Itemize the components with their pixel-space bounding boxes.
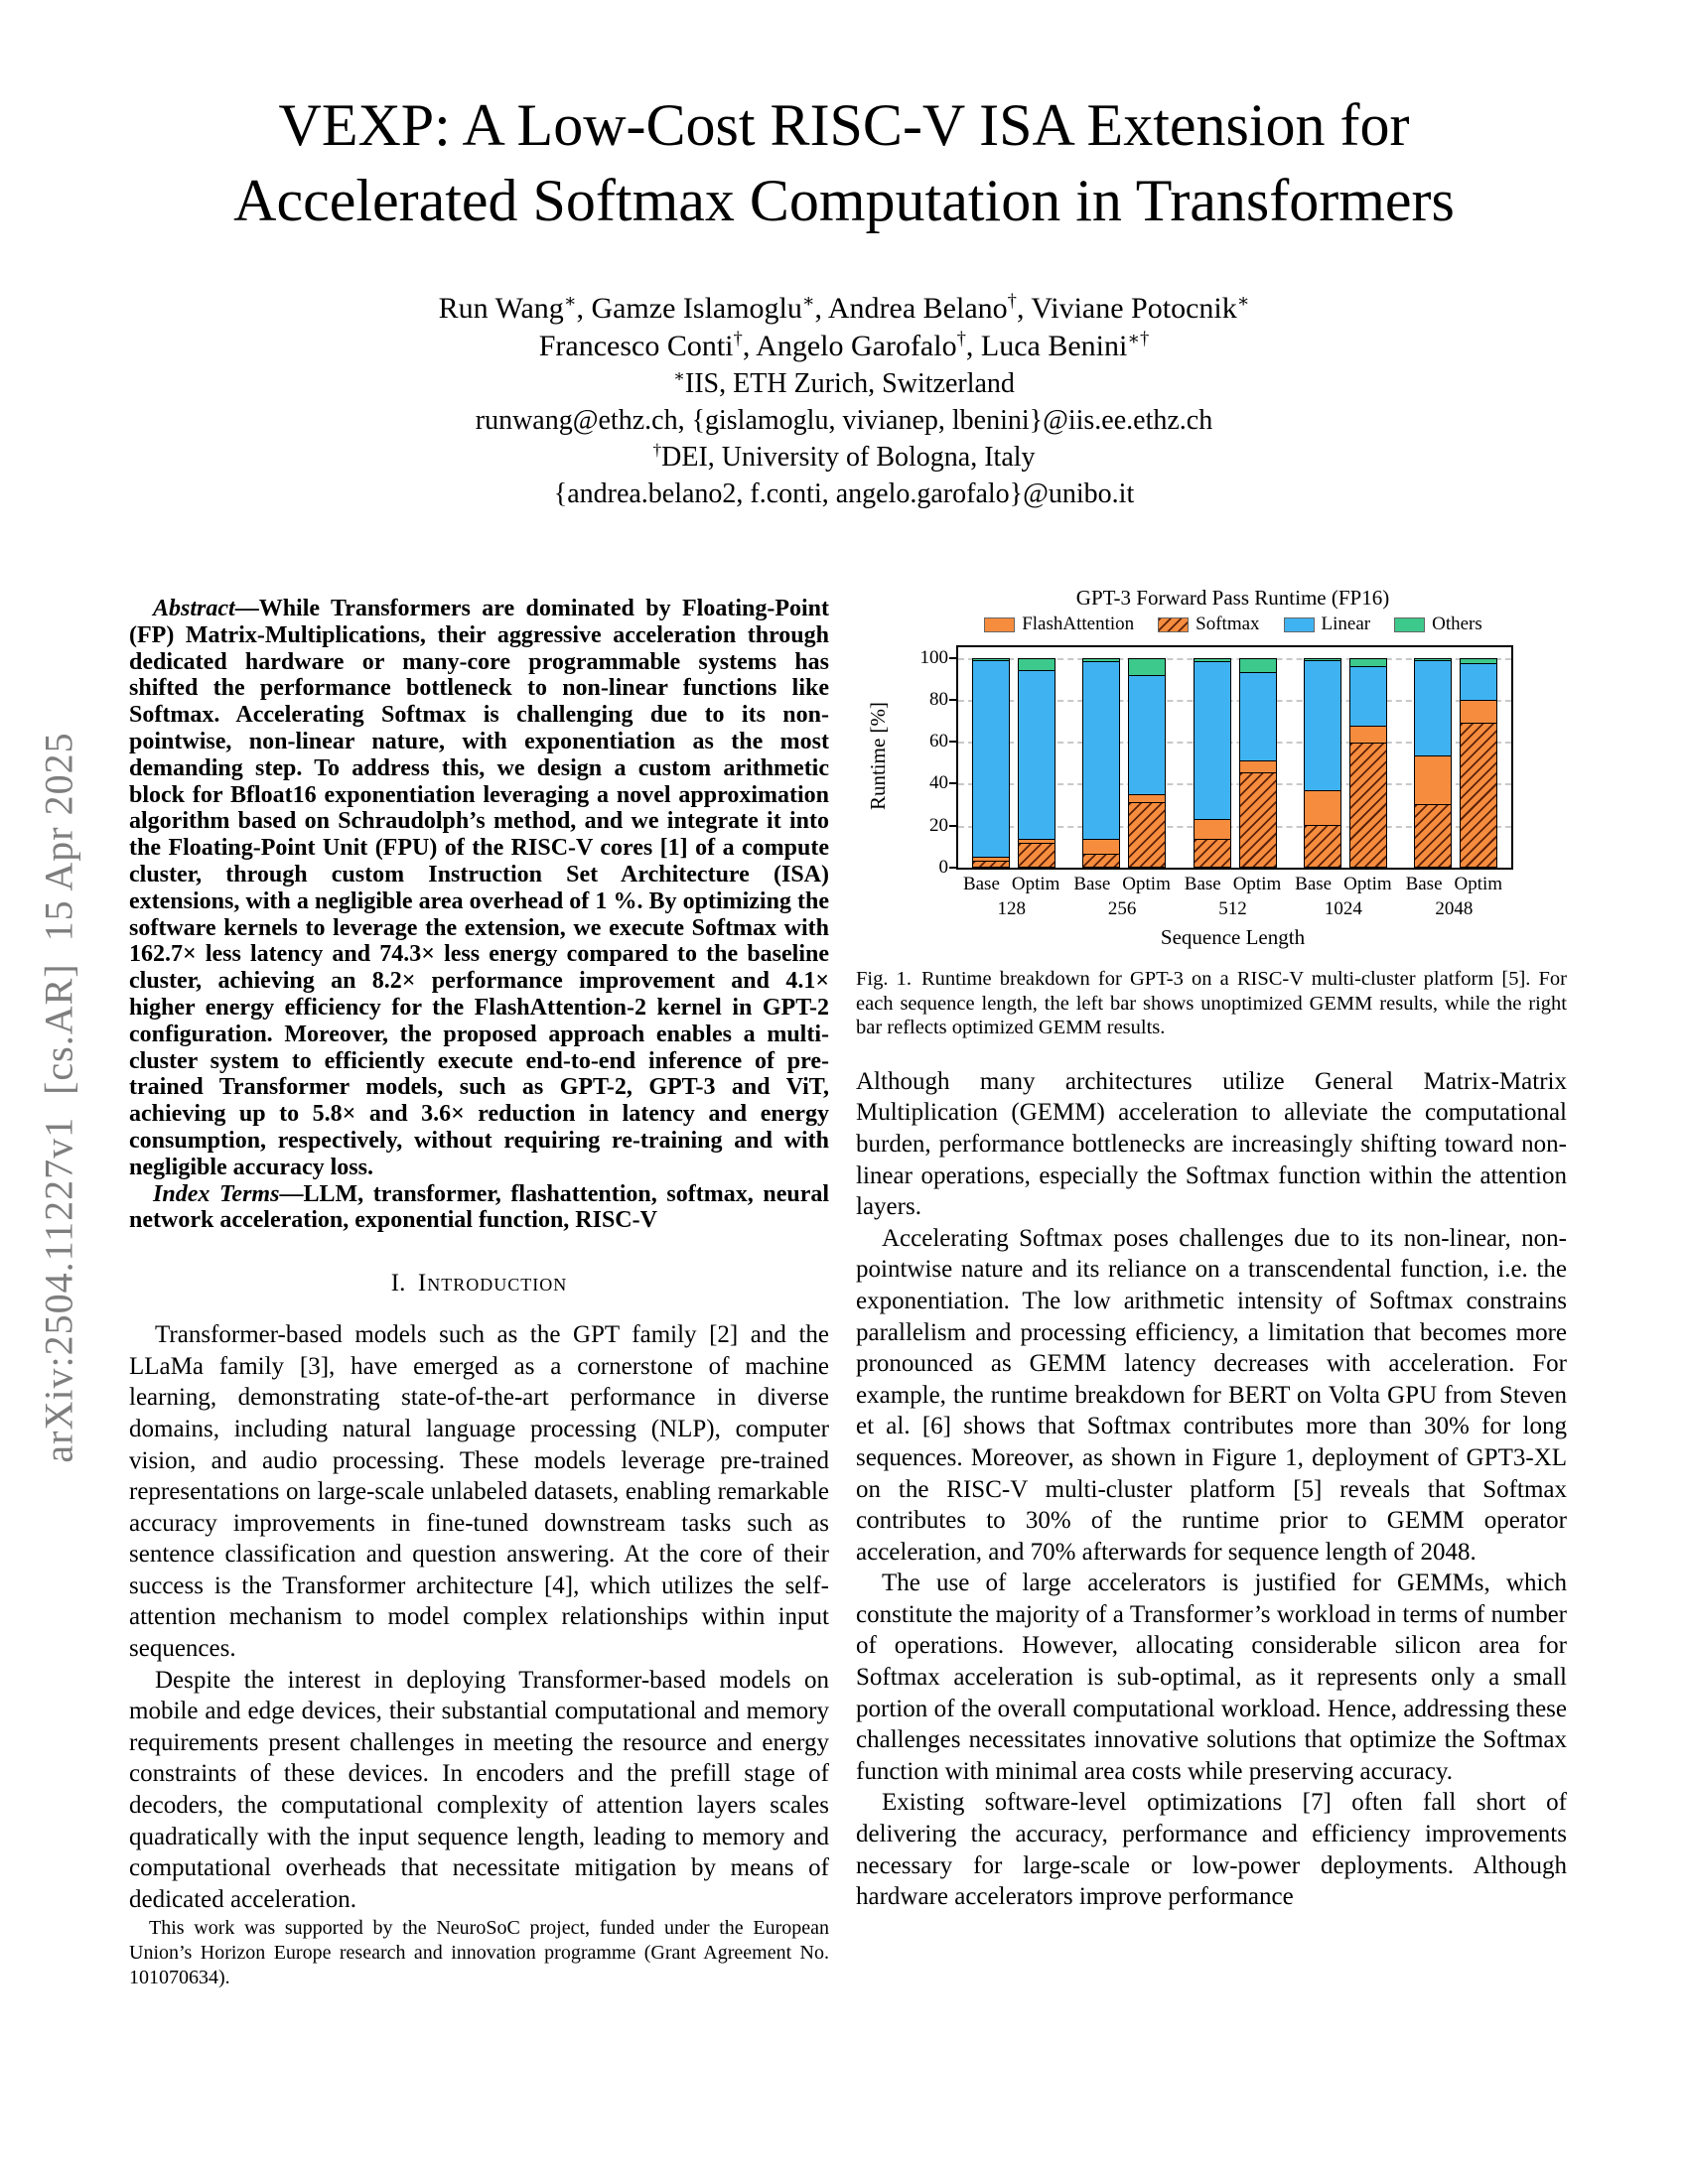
y-tick-mark	[949, 867, 958, 869]
paper-title	[0, 87, 1688, 238]
bar-256-optim	[1128, 658, 1166, 868]
segment-linear	[1240, 673, 1276, 761]
title-line-2: Accelerated Softmax Computation in Transformers	[233, 168, 1455, 233]
right-paragraph-2: Accelerating Softmax poses challenges due to its non-linear, non-pointwise nature and its reliance on a transcendental function, i.e. the exponentiation. The low arithmetic intensity of Softmax constrains parallelism and processing efficiency, a limitation that becomes more pronounced as GEMM latency decreases with acceleration. For example, the runtime breakdown for BERT on Volta GPU from Steven et al. [6] shows that Softmax contributes more than 30% for long sequences. Moreover, as shown in Figure 1, deployment of GPT3-XL on the RISC-V multi-cluster platform [5] reveals that Softmax contributes to 30% of the runtime prior to GEMM operator acceleration, and 70% afterwards for sequence length of 2048.	[856, 1224, 1567, 1566]
left-column	[129, 596, 829, 1915]
segment-others	[1240, 659, 1276, 673]
index-terms-label: Index Terms	[153, 1180, 280, 1207]
y-tick-mark	[949, 825, 958, 827]
funding-footnote	[129, 1916, 829, 1990]
legend-swatch-softmax	[1158, 617, 1189, 632]
intro-paragraph-1: Transformer-based models such as the GPT family [2] and the LLaMa family [3], have emerged as a cornerstone of machine learning, demonstrating state-of-the-art performance in diverse domains, including natural language processing (NLP), computer vision, and audio processing. These models leverage pre-trained representations on large-scale unlabeled datasets, enabling remarkable accuracy improvements in fine-tuned downstream tasks such as sentence classification and question answering. At the core of their success is the Transformer architecture [4], which utilizes the self-attention mechanism to model complex relationships within input sequences.	[129, 1321, 829, 1663]
segment-softmax	[973, 862, 1009, 867]
x-tick-label-optim: Optim	[1232, 874, 1282, 894]
section-heading-introduction	[129, 1270, 829, 1297]
segment-softmax	[1019, 844, 1055, 867]
segment-softmax	[1195, 840, 1230, 867]
segment-linear	[1195, 662, 1230, 820]
x-tick-label-base: Base	[1295, 874, 1333, 894]
sequence-length-label: 1024	[1324, 898, 1362, 919]
bar-512-optim	[1239, 658, 1277, 868]
segment-linear	[1461, 664, 1496, 701]
intro-paragraph-2: Despite the interest in deploying Transformer-based models on mobile and edge devices, their substantial computational and memory requirements present challenges in meeting the resource and energy constraints of these devices. In encoders and the prefill stage of decoders, the computational complexity of attention layers scales quadratically with the input sequence length, leading to memory and computational overheads that necessitate mitigation by means of dedicated acceleration.	[129, 1666, 829, 1913]
bar-group-2048	[1401, 647, 1511, 868]
right-paragraph-1: Although many architectures utilize General Matrix-Matrix Multiplication (GEMM) acceleration to alleviate the computational burden, performance bottlenecks are increasingly shifting toward non-linear operations, especially the Softmax function within the attention layers.	[856, 1067, 1567, 1221]
segment-flashattention	[1461, 701, 1496, 724]
segment-others	[1129, 659, 1165, 677]
segment-flashattention	[1195, 820, 1230, 841]
chart-legend	[945, 614, 1521, 635]
index-terms-text: —LLM, transformer, flashattention, softmax, neural network acceleration, exponential function, RISC-V	[129, 1180, 830, 1234]
x-group-256	[1066, 874, 1177, 920]
right-column	[856, 584, 1567, 1913]
section-number: I.	[390, 1270, 406, 1297]
segment-softmax	[1415, 805, 1451, 867]
x-group-1024	[1288, 874, 1398, 920]
segment-softmax	[1129, 803, 1165, 867]
legend-item-flashattention	[984, 614, 1134, 635]
sequence-length-label: 2048	[1435, 898, 1474, 919]
y-tick-label: 40	[929, 772, 948, 794]
segment-linear	[1019, 671, 1055, 840]
x-tick-label-optim: Optim	[1343, 874, 1392, 894]
segment-linear	[1129, 676, 1165, 795]
y-tick-mark	[949, 699, 958, 701]
runtime-breakdown-chart	[856, 584, 1567, 953]
chart-x-axis-label: Sequence Length	[1160, 925, 1306, 949]
arxiv-banner-text: arXiv:2504.11227v1 [cs.AR] 15 Apr 2025	[36, 731, 81, 1463]
figure-1-caption	[856, 967, 1567, 1040]
emails-2: {andrea.belano2, f.conti, angelo.garofalo}@unibo.it	[553, 478, 1135, 509]
section-name: Introduction	[417, 1270, 568, 1297]
segment-flashattention	[1305, 791, 1340, 826]
segment-flashattention	[1240, 761, 1276, 773]
sequence-length-label: 512	[1218, 898, 1247, 919]
segment-others	[1019, 659, 1055, 671]
legend-label: Softmax	[1196, 614, 1260, 634]
x-tick-label-base: Base	[1073, 874, 1111, 894]
x-tick-label-base: Base	[1405, 874, 1443, 894]
y-tick-label: 60	[929, 731, 948, 752]
chart-y-axis-label: Runtime [%]	[866, 701, 891, 810]
author-line-2: Francesco Conti†, Angelo Garofalo†, Luca Benini∗†	[538, 329, 1150, 362]
right-paragraph-4: Existing software-level optimizations [7] often fall short of delivering the accuracy, performance and efficiency improvements necessary for large-scale or low-power deployments. Although hardware accelerators improve performance	[856, 1789, 1567, 1911]
legend-label: Others	[1432, 614, 1482, 634]
segment-flashattention	[1350, 727, 1386, 745]
title-line-1: VEXP: A Low-Cost RISC-V ISA Extension for	[278, 92, 1410, 158]
bar-2048-base	[1414, 658, 1452, 868]
segment-softmax	[1083, 855, 1119, 867]
bar-1024-optim	[1349, 658, 1387, 868]
bar-128-optim	[1018, 658, 1055, 868]
legend-swatch-linear	[1284, 617, 1315, 632]
segment-others	[1350, 659, 1386, 667]
figure-1	[856, 584, 1567, 1040]
sequence-length-label: 256	[1107, 898, 1137, 919]
abstract	[129, 596, 829, 1181]
legend-item-others	[1394, 614, 1482, 635]
bar-group-256	[1068, 647, 1179, 868]
funding-footnote-text: This work was supported by the NeuroSoC project, funded under the European Union’s Horizon Europe research and innovation programme (Grant Agreement No. 101070634).	[129, 1917, 829, 1988]
x-tick-label-base: Base	[1184, 874, 1221, 894]
y-tick-label: 0	[938, 857, 948, 878]
arxiv-banner	[14, 546, 103, 1648]
x-tick-label-optim: Optim	[1011, 874, 1060, 894]
bar-1024-base	[1304, 658, 1341, 868]
x-tick-label-optim: Optim	[1454, 874, 1503, 894]
figure-1-caption-label: Fig. 1.	[856, 968, 912, 990]
legend-label: Linear	[1321, 614, 1371, 634]
legend-swatch-flashattention	[984, 617, 1015, 632]
segment-linear	[1083, 662, 1119, 841]
segment-flashattention	[1129, 795, 1165, 803]
x-group-128	[956, 874, 1066, 920]
segment-softmax	[1350, 744, 1386, 867]
right-paragraph-3: The use of large accelerators is justified for GEMMs, which constitute the majority of a Transformer’s workload in terms of number of operations. However, allocating considerable silicon area for Softmax acceleration is sub-optimal, as it represents only a small portion of the overall computational workload. Hence, addressing these challenges necessitates innovative solutions that optimize the Softmax function with minimal area costs while preserving accuracy.	[856, 1570, 1567, 1785]
bar-group-1024	[1290, 647, 1400, 868]
authors-block	[0, 290, 1688, 512]
affiliation-2: †DEI, University of Bologna, Italy	[652, 440, 1036, 473]
index-terms	[129, 1181, 829, 1235]
bar-group-128	[958, 647, 1068, 868]
affiliation-1: ∗IIS, ETH Zurich, Switzerland	[673, 366, 1015, 399]
x-group-512	[1178, 874, 1288, 920]
segment-linear	[1415, 661, 1451, 756]
segment-softmax	[1305, 826, 1340, 867]
segment-softmax	[1461, 724, 1496, 868]
y-tick-label: 100	[919, 646, 948, 668]
bar-128-base	[972, 658, 1010, 868]
y-tick-mark	[949, 782, 958, 784]
emails-1: runwang@ethz.ch, {gislamoglu, vivianep, lbenini}@iis.ee.ethz.ch	[475, 405, 1213, 436]
bar-2048-optim	[1460, 658, 1497, 868]
y-tick-label: 20	[929, 814, 948, 836]
segment-linear	[973, 661, 1009, 858]
abstract-text: —While Transformers are dominated by Floating-Point (FP) Matrix-Multiplications, their aggressive acceleration through dedicated hardware or many-core programmable systems has shifted the performance bottleneck to non-linear functions like Softmax. Accelerating Softmax is challenging due to its non-pointwise, non-linear nature, with exponentiation as the most demanding step. To address this, we design a custom arithmetic block for Bfloat16 exponentiation leveraging a novel approximation algorithm based on Schraudolph’s method, and we integrate it into the Floating-Point Unit (FPU) of the RISC-V cores [1] of a compute cluster, through custom Instruction Set Architecture (ISA) extensions, with a negligible area overhead of 1 %. By optimizing the software kernels to leverage the extension, we execute Softmax with 162.7× less latency and 74.3× less energy compared to the baseline cluster, achieving an 8.2× performance improvement and 4.1× higher energy efficiency for the FlashAttention-2 kernel in GPT-2 configuration. Moreover, the proposed approach enables a multi-cluster system to efficiently execute end-to-end inference of pre-trained Transformer models, such as GPT-2, GPT-3 and ViT, achieving up to 5.8× and 3.6× reduction in latency and energy consumption, respectively, without requiring re-training and with negligible accuracy loss.	[129, 596, 829, 1180]
segment-linear	[1305, 661, 1340, 791]
y-tick-mark	[949, 657, 958, 659]
bar-512-base	[1194, 658, 1231, 868]
segment-softmax	[1240, 773, 1276, 867]
chart-x-tick-labels	[956, 874, 1509, 920]
abstract-label: Abstract	[153, 596, 235, 621]
segment-flashattention	[1415, 756, 1451, 806]
figure-1-caption-text: Runtime breakdown for GPT-3 on a RISC-V multi-cluster platform [5]. For each sequence length, the left bar shows unoptimized GEMM results, while the right bar reflects optimized GEMM results.	[856, 968, 1568, 1039]
legend-item-softmax	[1158, 614, 1259, 635]
bar-256-base	[1082, 658, 1120, 868]
author-line-1: Run Wang∗, Gamze Islamoglu∗, Andrea Belano†, Viviane Potocnik∗	[438, 291, 1250, 325]
x-tick-label-base: Base	[962, 874, 1000, 894]
y-tick-label: 80	[929, 688, 948, 710]
segment-flashattention	[1083, 840, 1119, 854]
chart-plot-area	[919, 645, 1513, 878]
legend-swatch-others	[1394, 617, 1425, 632]
x-tick-label-optim: Optim	[1122, 874, 1171, 894]
y-tick-mark	[949, 741, 958, 743]
legend-label: FlashAttention	[1022, 614, 1135, 634]
bar-group-512	[1180, 647, 1290, 868]
sequence-length-label: 128	[997, 898, 1026, 919]
segment-linear	[1350, 667, 1386, 727]
chart-title: GPT-3 Forward Pass Runtime (FP16)	[1075, 586, 1390, 610]
figure-text-gap	[856, 1040, 1567, 1066]
legend-item-linear	[1284, 614, 1371, 635]
bars-row	[958, 647, 1511, 868]
x-group-2048	[1399, 874, 1509, 920]
